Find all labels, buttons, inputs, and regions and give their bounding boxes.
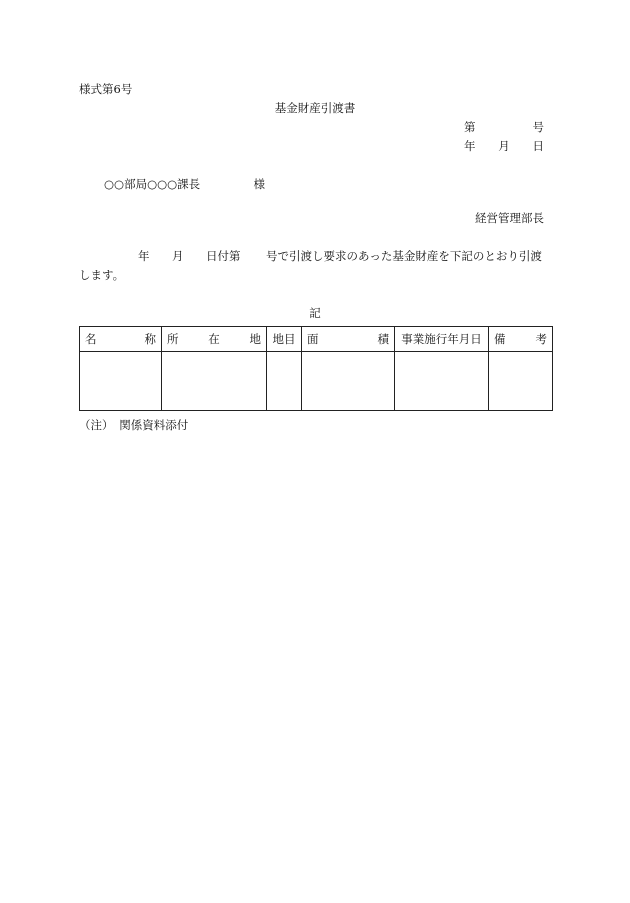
property-table — [79, 326, 553, 411]
sender: 経営管理部長 — [475, 211, 544, 225]
body-year: 年 — [138, 249, 150, 263]
date-line — [464, 139, 544, 153]
body-day-no: 日付第 — [206, 249, 241, 263]
table-header-row — [80, 327, 553, 352]
form-number: 様式第6号 — [79, 82, 133, 96]
body-text-line-2: します。 — [79, 268, 125, 282]
ki-heading: 記 — [309, 306, 321, 320]
header-project-date: 事業施行年月日 — [395, 327, 489, 352]
header-location: 所 在 地 — [162, 327, 267, 352]
cell-project-date — [395, 352, 489, 411]
header-name: 名 称 — [80, 327, 162, 352]
document-title: 基金財産引渡書 — [274, 101, 356, 115]
date-day: 日 — [532, 139, 544, 153]
cell-area — [302, 352, 395, 411]
body-text-line-1 — [79, 249, 547, 263]
date-month: 月 — [498, 139, 510, 153]
header-area: 面 積 — [302, 327, 395, 352]
cell-land-category — [267, 352, 302, 411]
cell-name — [80, 352, 162, 411]
cell-location — [162, 352, 267, 411]
note: （注） 関係資料添付 — [79, 418, 189, 432]
number-suffix: 号 — [532, 120, 544, 134]
table-row — [80, 352, 553, 411]
header-remarks: 備 考 — [489, 327, 553, 352]
date-year: 年 — [464, 139, 476, 153]
number-prefix: 第 — [464, 120, 476, 134]
number-line — [464, 120, 544, 134]
cell-remarks — [489, 352, 553, 411]
recipient — [104, 177, 265, 191]
header-land-category: 地目 — [267, 327, 302, 352]
body-main: 号で引渡し要求のあった基金財産を下記のとおり引渡 — [266, 249, 542, 263]
body-month: 月 — [172, 249, 184, 263]
recipient-name: ○○部局○○○課長 — [104, 177, 201, 191]
recipient-honorific: 様 — [253, 177, 265, 191]
